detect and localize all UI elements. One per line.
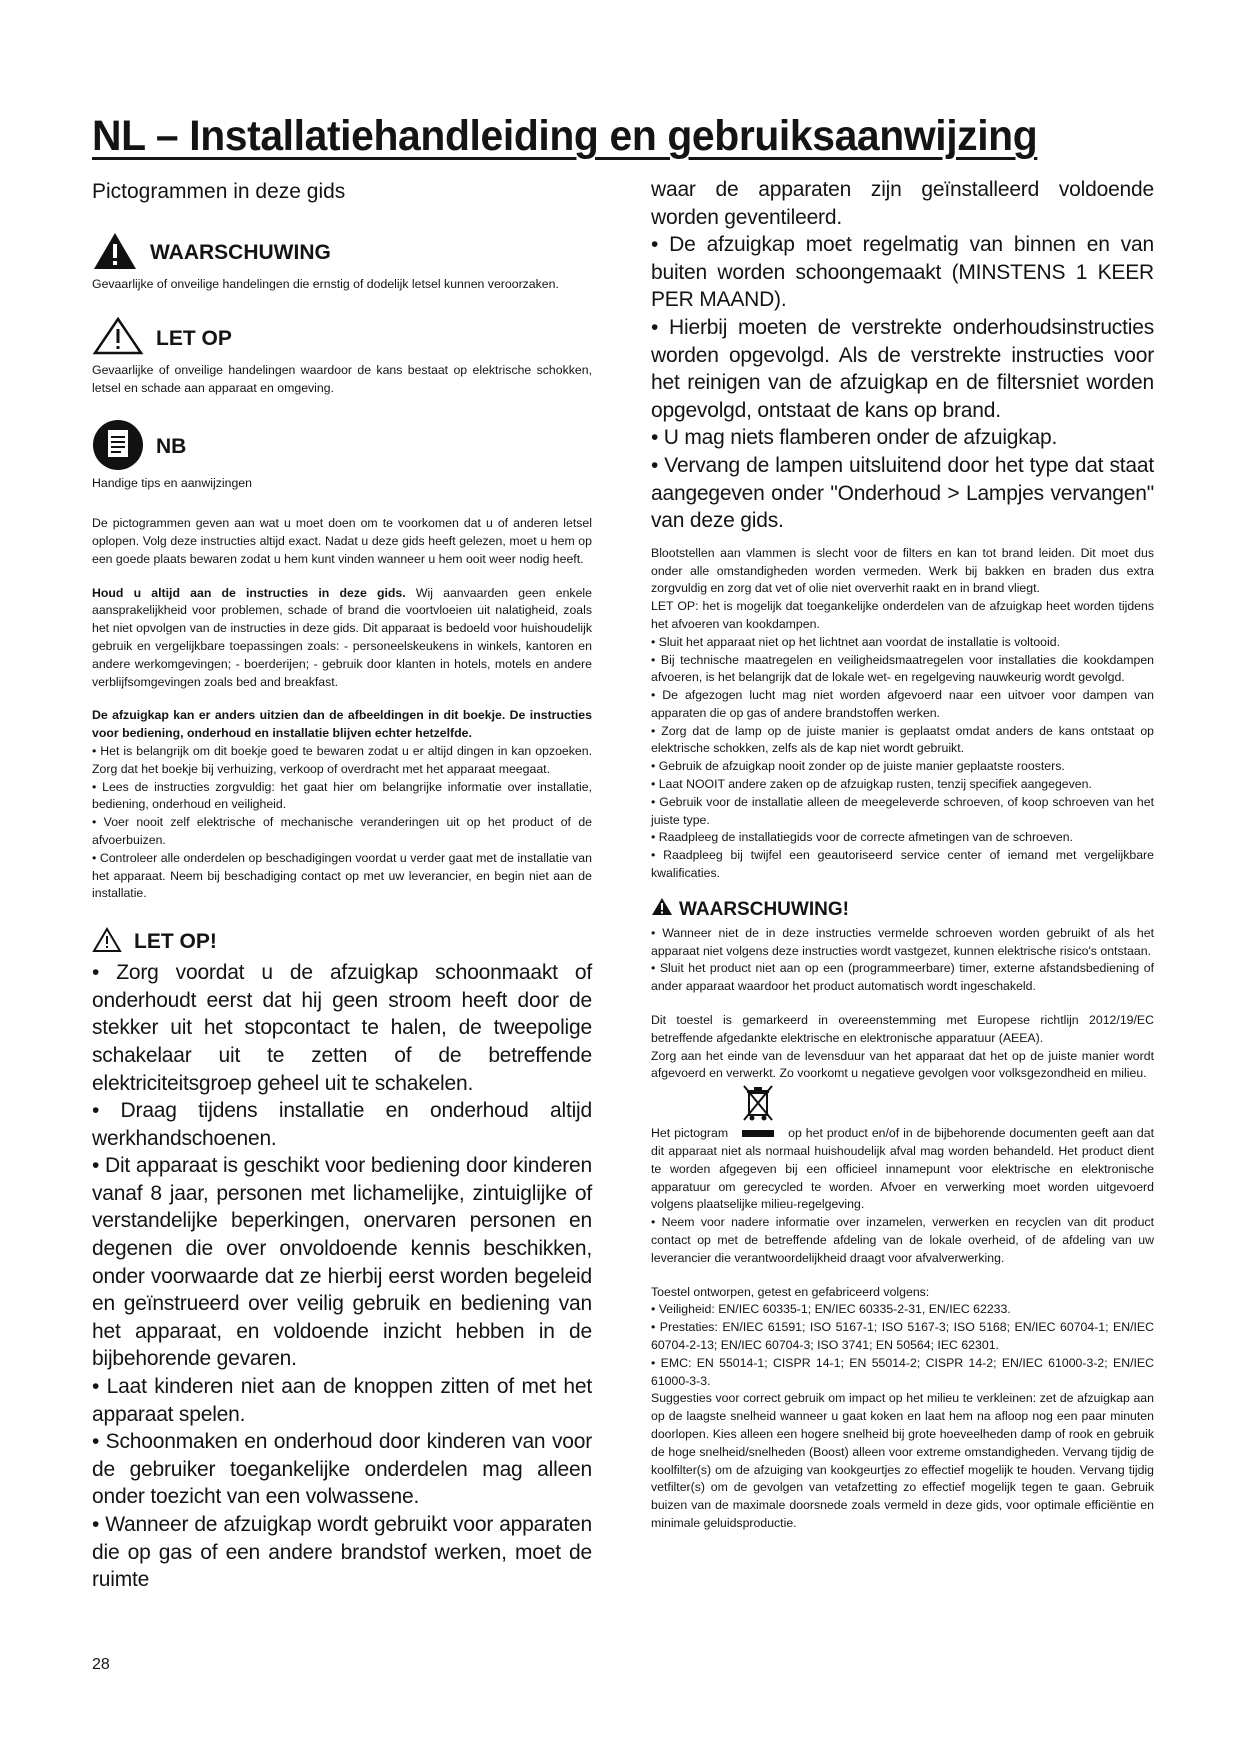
bin-bar-icon [742, 1130, 774, 1137]
note-legend [92, 419, 592, 475]
instructions-paragraph [92, 585, 592, 692]
pictogram-body: op het product en/of in de bijbehorende documenten geeft aan dat dit apparaat niet als normaal huishoudelijk afval mag worden behandeld. Het product dient te worden afgegeven bij een officieel innamepunt voor elektrische en elektronische apparatuur om gerecycled te worden. Afvoer en verwerking moet worden uitgevoerd volgens plaatselijke milieu-regelgeving. [651, 1126, 1154, 1212]
weee-disposal: Zorg aan het einde van de levensduur van het apparaat dat het op de juiste manier wordt afgevoerd en verwerkt. Zo voorkomt u negatieve gevolgen voor volksgezondheid en milieu. [651, 1048, 1154, 1081]
warning-description: Gevaarlijke of onveilige handelingen die ernstig of dodelijk letsel kunnen veroorzaken. [92, 277, 559, 291]
flames-paragraph: Blootstellen aan vlammen is slecht voor de filters en kan tot brand leiden. Dit moet dus onder alle omstandigheden worden vermeden. Werk bij bakken en braden dus extra zorgvuldig en zorg dat vet of olie niet oververhit raakt en in brand vliegt. [651, 545, 1154, 596]
pictogram-label: Het pictogram [651, 1126, 729, 1141]
safety-bullet-gas: • Wanneer de afzuigkap wordt gebruikt voor apparaten die op gas of een andere brandstof werken, moet de ruimte [92, 1513, 592, 1592]
caution-icon [92, 316, 144, 361]
bullet-no-modifications: • Voer nooit zelf elektrische of mechanische veranderingen uit op het product of de afvoerbuizen. [92, 815, 592, 847]
bullet-exhaust-air: • De afgezogen lucht mag niet worden afgevoerd naar een uitvoer voor dampen van apparaten die op gas of andere brandstoffen werken. [651, 688, 1154, 720]
crossed-bin-icon [741, 1083, 775, 1128]
warning2-bullet-screws: • Wanneer niet de in deze instructies vermelde schroeven worden gebruikt of als het apparaat niet volgens deze instructies wordt vastgezet, kunnen elektrische risico's ontstaan. [651, 925, 1154, 958]
weee-contact: • Neem voor nadere informatie over inzamelen, verwerken en recyclen van dit product contact op met de betreffende afdeling van de lokale overheid, of de afdeling van uw leverancier die verantwoordelijkheid draagt voor afvalverwerking. [651, 1215, 1154, 1265]
bullet-connect-after-install: • Sluit het apparaat niet op het lichtnet aan voordat de installatie is voltooid. [651, 634, 1060, 649]
caution-heading: LET OP [156, 326, 232, 350]
warning2-heading-row [651, 895, 1154, 925]
caution-legend [92, 316, 592, 362]
note-icon [92, 419, 144, 476]
caution2-icon [92, 927, 122, 958]
bullet-service-center: • Raadpleeg bij twijfel een geautoriseerd service center of iemand met vergelijkbare kwalificaties. [651, 848, 1154, 881]
instructions-body: Wij aanvaarden geen enkele aansprakelijkheid voor problemen, schade of brand die voortvloeien uit nalatigheid, zoals het niet opvolgen van de instructies in deze gids. Dit apparaat is bedoeld voor huishoudelijk gebruik en vergelijkbare toepassingen zoals: - personeelskeukens in winkels, kantoren en andere werkomgevingen; - boerderijen; - gebruik door klanten in hotels, motels en andere verblijfsomgevingen zoals bed and breakfast. [92, 585, 592, 689]
left-column [92, 178, 592, 1594]
bullet-lamp-placement: • Zorg dat de lamp op de juiste manier is geplaatst omdat anders de kans ontstaat op elektrische schokken, zelfs als de kap niet wordt gebruikt. [651, 723, 1154, 756]
standards-intro: Toestel ontworpen, getest en gefabriceerd volgens: [651, 1284, 930, 1299]
warning-legend [92, 230, 592, 276]
bullet-clean-monthly: • De afzuigkap moet regelmatig van binnen en van buiten worden schoongemaakt (MINSTENS 1 KEER PER MAAND). [651, 233, 1154, 312]
standards-performance: • Prestaties: EN/IEC 61591; ISO 5167-1; ISO 5167-3; ISO 5168; EN/IEC 60704-1; EN/IEC 60704-2-13; EN/IEC 60704-3; ISO 3741; EN 50564; IEC 62301. [651, 1320, 1154, 1352]
standards-emc: • EMC: EN 55014-1; CISPR 14-1; EN 55014-2; CISPR 14-2; EN/IEC 61000-3-2; EN/IEC 61000-3-3. [651, 1355, 1154, 1388]
bullet-keep-booklet: • Het is belangrijk om dit boekje goed te bewaren zodat u er altijd dingen in kan opzoeken. Zorg dat het boekje bij verhuizing, verkoop of overdracht met het apparaat meegaat. [92, 743, 592, 776]
bullet-no-flambe: • U mag niets flamberen onder de afzuigkap. [651, 426, 1058, 450]
right-column [651, 176, 1154, 1533]
standards-safety: • Veiligheid: EN/IEC 60335-1; EN/IEC 60335-2-31, EN/IEC 62233. [651, 1302, 1011, 1317]
bullet-maintenance: • Hierbij moeten de verstrekte onderhoudsinstructies worden opgevolgd. Als de verstrekte instructies voor het reinigen van de afzuigkap en de filtersniet worden opgevolgd, ontstaat de kans op brand. [651, 315, 1154, 422]
ventilation-text: waar de apparaten zijn geïnstalleerd voldoende worden geventileerd. [651, 178, 1154, 229]
safety-bullet-gloves: • Draag tijdens installatie en onderhoud altijd werkhandschoenen. [92, 1099, 592, 1150]
warning-icon [92, 231, 138, 276]
bullet-screw-sizes: • Raadpleeg de installatiegids voor de correcte afmetingen van de schroeven. [651, 830, 1073, 845]
note-heading: NB [156, 435, 187, 459]
eco-suggestions: Suggesties voor correct gebruik om impact op het milieu te verkleinen: zet de afzuigkap aan op de laagste snelheid wanneer u gaat koken en laat hem na afloop nog een paar minuten doorlopen. Kies alleen een hogere snelheid bij grote hoeveelheden damp of rook en gebruik de hoge snelheid/snelheden (Boost) alleen voor extreme omstandigheden. Vervang tijdig de koolfilter(s) om de afzuiging van kookgeurtjes zo effectief mogelijk te houden. Vervang tijdig vetfilter(s) om de gevolgen van vetafzetting zo effectief mogelijk tegen te gaan. Gebruik buizen van de maximale doorsnede zoals vermeld in deze gids, voor optimale efficiëntie en minimale geluidsproductie. [651, 1391, 1154, 1530]
bullet-screws: • Gebruik voor de installatie alleen de meegeleverde schroeven, of koop schroeven van het juiste type. [651, 794, 1154, 827]
warning2-bullet-timer: • Sluit het product niet aan op een (programmeerbare) timer, externe afstandsbediening of ander apparaat waardoor het product automatisch wordt ingeschakeld. [651, 961, 1154, 994]
page-number: 28 [92, 1656, 110, 1673]
appearance-note: De afzuigkap kan er anders uitzien dan de afbeeldingen in dit boekje. De instructies voor bediening, onderhoud en installatie blijven echter hetzelfde. [92, 708, 592, 741]
note-description: Handige tips en aanwijzingen [92, 476, 252, 491]
caution-description: Gevaarlijke of onveilige handelingen waardoor de kans bestaat op elektrische schokken, letsel en schade aan apparaat en omgeving. [92, 362, 592, 395]
section-subtitle: Pictogrammen in deze gids [92, 180, 346, 203]
bullet-check-damage: • Controleer alle onderdelen op beschadigingen voordat u verder gaat met de installatie van het apparaat. Neem bij beschadiging contact op met uw leverancier, en begin niet aan de installatie. [92, 850, 592, 901]
warning2-icon [651, 897, 673, 922]
bullet-read-instructions: • Lees de instructies zorgvuldig: het gaat hier om belangrijke informatie over installatie, bediening, onderhoud en veiligheid. [92, 779, 592, 812]
bullet-local-regulations: • Bij technische maatregelen en veiligheidsmaatregelen voor installaties die kookdampen afvoeren, is het belangrijk dat de lokale wet- en regelgeving nauwkeurig wordt gevolgd. [651, 652, 1154, 685]
safety-bullet-children-use: • Dit apparaat is geschikt voor bediening door kinderen vanaf 8 jaar, personen met lichamelijke, zintuiglijke of verstandelijke beperkingen, onervaren personen en degenen die over onvoldoende kennis beschikken, onder voorwaarde dat ze hierbij eerst worden begeleid en geïnstrueerd over veilig gebruik en bediening van het apparaat, en voldoende inzicht hebben in de bijbehorende gevaren. [92, 1154, 592, 1371]
caution2-legend [92, 925, 592, 959]
instructions-emphasis: Houd u altijd aan de instructies in deze gids. [92, 585, 406, 600]
page-title: NL – Installatiehandleiding en gebruiksaanwijzing [92, 112, 1038, 160]
safety-bullet-children-play: • Laat kinderen niet aan de knoppen zitten of met het apparaat spelen. [92, 1375, 592, 1426]
warning-heading: WAARSCHUWING [150, 241, 331, 264]
weee-pictogram-paragraph [651, 1125, 1154, 1214]
bullet-lamps: • Vervang de lampen uitsluitend door het type dat staat aangegeven onder "Onderhoud > Lampjes vervangen" van deze gids. [651, 453, 1154, 533]
bullet-nothing-on-hood: • Laat NOOIT andere zaken op de afzuigkap rusten, tenzij specifiek aangegeven. [651, 777, 1092, 792]
hot-parts-note: LET OP: het is mogelijk dat toegankelijke onderdelen van de afzuigkap heet worden tijdens het afvoeren van kookdampen. [651, 599, 1154, 631]
bullet-grilles: • Gebruik de afzuigkap nooit zonder op de juiste manier geplaatste roosters. [651, 759, 1065, 774]
caution2-heading: LET OP! [134, 930, 217, 954]
safety-bullet-children-cleaning: • Schoonmaken en onderhoud door kinderen van voor de gebruiker toegankelijke onderdelen mag alleen onder toezicht van een volwassene. [92, 1430, 592, 1509]
warning2-heading: WAARSCHUWING! [679, 898, 849, 920]
intro-paragraph: De pictogrammen geven aan wat u moet doen om te voorkomen dat u of anderen letsel oplopen. Volg deze instructies altijd exact. Nadat u deze gids heeft gelezen, moet u hem op een goede plaats bewaren zodat u hem kunt vinden wanneer u hem ooit weer nodig heeft. [92, 516, 592, 566]
safety-bullet-power: • Zorg voordat u de afzuigkap schoonmaakt of onderhoudt eerst dat hij geen stroom heeft door de stekker uit het stopcontact te halen, de tweepolige schakelaar uit te zetten of de betreffende elektriciteitsgroep geheel uit te schakelen. [92, 961, 592, 1095]
weee-directive: Dit toestel is gemarkeerd in overeenstemming met Europese richtlijn 2012/19/EC betreffende afgedankte elektrische en elektronische apparatuur (AEEA). [651, 1013, 1154, 1045]
